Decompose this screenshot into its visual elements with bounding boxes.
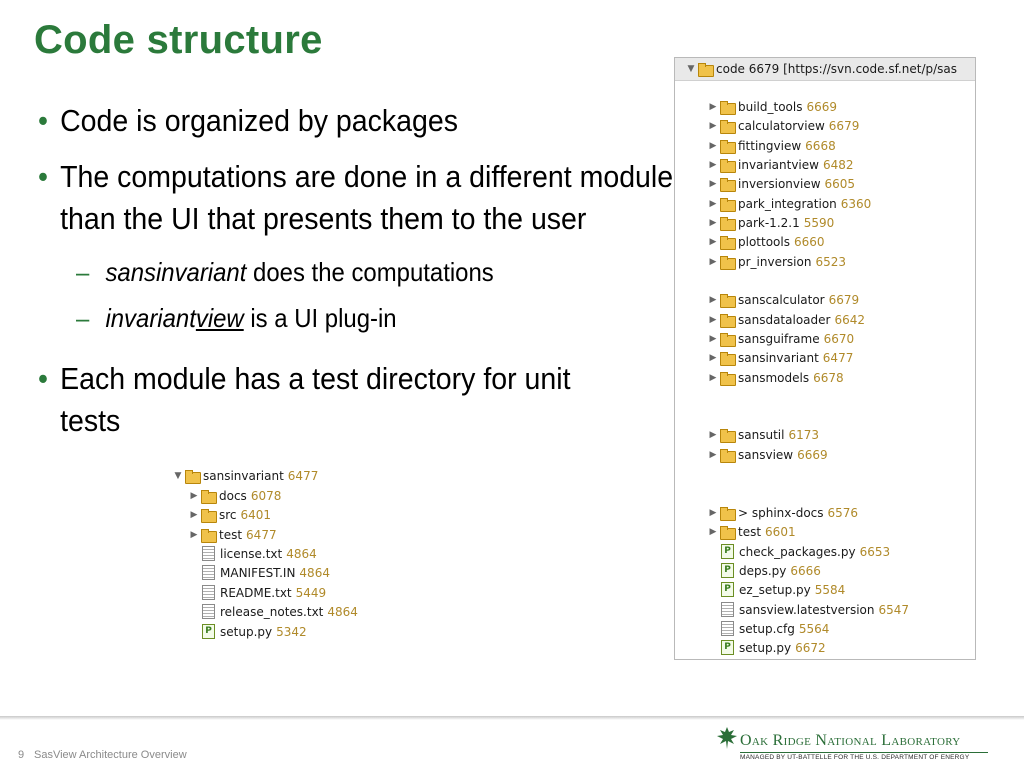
footer-divider	[0, 716, 1024, 720]
folder-icon	[200, 489, 216, 503]
subbullet-item	[76, 254, 630, 290]
collapsed-arrow-icon[interactable]: ▶	[709, 314, 717, 325]
tree-item-revision: 4864	[286, 546, 317, 561]
tree-item-name: pr_inversion	[738, 254, 812, 269]
bullet-text: The computations are done in a different module than the UI that presents them to the user	[60, 159, 674, 236]
python-file-icon: P	[721, 544, 734, 559]
folder-icon	[719, 197, 735, 211]
python-file-icon: P	[202, 624, 215, 639]
tree-row[interactable]	[707, 542, 890, 561]
tree-row[interactable]	[707, 522, 796, 541]
folder-icon	[719, 158, 735, 172]
tree-item-name: setup.cfg	[739, 621, 795, 636]
collapsed-arrow-icon[interactable]: ▶	[709, 507, 717, 518]
folder-icon	[719, 332, 735, 346]
tree-item-revision: 6482	[822, 157, 854, 172]
tree-row[interactable]	[707, 136, 836, 155]
logo-subtitle: MANAGED BY UT-BATTELLE FOR THE U.S. DEPARTMENT OF ENERGY	[740, 754, 970, 761]
page-number: 9	[18, 749, 25, 761]
tree-item-revision: 6523	[815, 254, 846, 269]
tree-row[interactable]	[707, 368, 844, 387]
collapsed-arrow-icon[interactable]: ▶	[709, 236, 717, 247]
tree-item-revision: 6669	[797, 447, 828, 462]
tree-item-name: build_tools	[738, 99, 803, 114]
tree-row[interactable]	[188, 544, 317, 563]
tree-item-name: sansview	[738, 447, 794, 462]
bullet-item	[38, 156, 686, 240]
tree-row[interactable]	[707, 116, 859, 135]
subbullet-emphasis-underlined: view	[195, 303, 244, 333]
logo-name: Oak Ridge National Laboratory	[740, 732, 961, 749]
tree-item-name: README.txt	[220, 585, 292, 600]
tree-item-revision: 6669	[806, 99, 838, 114]
folder-icon	[719, 100, 735, 114]
tree-row[interactable]	[707, 348, 853, 367]
bullet-dot-icon: •	[38, 159, 48, 194]
tree-row[interactable]	[188, 525, 277, 544]
folder-icon	[697, 62, 713, 76]
tree-row[interactable]	[707, 600, 909, 619]
tree-item-revision: 6078	[250, 488, 282, 503]
tree-item-revision: 4864	[299, 565, 330, 580]
bullet-dot-icon: •	[38, 103, 48, 138]
tree-item-name: setup.py	[220, 624, 273, 639]
tree-item-name: check_packages.py	[739, 544, 856, 559]
folder-icon	[719, 235, 735, 249]
tree-row[interactable]	[188, 583, 326, 602]
collapsed-arrow-icon[interactable]: ▶	[709, 449, 717, 460]
tree-item-revision: 6477	[287, 468, 319, 483]
tree-item-revision: 6679	[828, 118, 860, 133]
tree-item-revision: 5590	[803, 215, 835, 230]
tree-item-name: plottools	[738, 234, 790, 249]
tree-row[interactable]	[188, 602, 358, 621]
tree-item-name: license.txt	[220, 546, 283, 561]
bullet-item	[38, 358, 630, 442]
folder-icon	[184, 469, 200, 483]
subbullet-item	[76, 300, 630, 336]
tree-item-revision: 6670	[823, 331, 855, 346]
tree-row[interactable]	[707, 97, 837, 116]
folder-icon	[719, 371, 735, 385]
collapsed-arrow-icon[interactable]: ▶	[709, 429, 717, 440]
collapsed-arrow-icon[interactable]: ▶	[709, 198, 717, 209]
tree-root-label: code 6679 [https://svn.code.sf.net/p/sas	[716, 61, 958, 76]
sansinvariant-tree-inset	[168, 465, 358, 647]
collapsed-arrow-icon[interactable]: ▶	[709, 352, 717, 363]
tree-row[interactable]	[707, 155, 854, 174]
tree-row[interactable]	[707, 194, 871, 213]
tree-item-name: sanscalculator	[738, 292, 825, 307]
folder-icon	[719, 428, 735, 442]
tree-item-revision: 5584	[814, 582, 846, 597]
tree-item-revision: 6173	[788, 427, 819, 442]
collapsed-arrow-icon[interactable]: ▶	[709, 256, 717, 267]
folder-icon	[719, 506, 735, 520]
tree-item-name: test	[738, 524, 762, 539]
tree-item-revision: 6678	[813, 370, 844, 385]
tree-item-name: park_integration	[738, 196, 837, 211]
folder-icon	[719, 119, 735, 133]
folder-icon	[719, 448, 735, 462]
expanded-arrow-icon[interactable]: ▼	[174, 470, 182, 481]
tree-item-name: release_notes.txt	[220, 604, 324, 619]
collapsed-arrow-icon[interactable]: ▶	[709, 159, 717, 170]
tree-item-name: sansview.latestversion	[739, 602, 875, 617]
tree-row[interactable]	[707, 561, 821, 580]
tree-item-name: ez_setup.py	[739, 582, 811, 597]
tree-row[interactable]	[707, 580, 845, 599]
folder-icon	[719, 525, 735, 539]
tree-row[interactable]	[707, 232, 825, 251]
collapsed-arrow-icon[interactable]: ▶	[709, 333, 717, 344]
tree-item-name: invariantview	[738, 157, 819, 172]
tree-item-revision: 6666	[790, 563, 821, 578]
expanded-arrow-icon[interactable]: ▼	[687, 63, 695, 74]
collapsed-arrow-icon[interactable]: ▶	[709, 178, 717, 189]
bullet-dot-icon: •	[38, 361, 48, 396]
tree-item-revision: 6653	[859, 544, 891, 559]
tree-item-revision: 6668	[805, 138, 836, 153]
subbullet-emphasis: sansinvariant	[105, 257, 247, 287]
subbullet-text: is a UI plug-in	[243, 303, 397, 333]
tree-root-row[interactable]	[172, 466, 318, 485]
tree-item-revision: 6601	[765, 524, 796, 539]
tree-item-revision: 6679	[828, 292, 860, 307]
collapsed-arrow-icon[interactable]: ▶	[190, 490, 198, 501]
tree-row[interactable]	[707, 638, 826, 657]
tree-item-revision: 6576	[827, 505, 859, 520]
python-file-icon: P	[721, 582, 734, 597]
tree-item-name: test	[219, 527, 243, 542]
collapsed-arrow-icon[interactable]: ▶	[709, 526, 717, 537]
tree-item-name: sansguiframe	[738, 331, 820, 346]
folder-icon	[719, 216, 735, 230]
tree-row[interactable]	[707, 503, 858, 522]
tree-item-name: inversionview	[738, 176, 821, 191]
repository-tree-panel	[674, 57, 976, 660]
tree-row[interactable]	[707, 174, 855, 193]
tree-item-name: calculatorview	[738, 118, 825, 133]
python-file-icon: P	[721, 640, 734, 655]
folder-icon	[200, 528, 216, 542]
tree-item-revision: 5564	[798, 621, 830, 636]
tree-item-revision: 4864	[327, 604, 358, 619]
tree-item-revision: 6660	[793, 234, 825, 249]
tree-item-name: deps.py	[739, 563, 787, 578]
tree-item-name: fittingview	[738, 138, 802, 153]
tree-item-revision: 6672	[795, 640, 826, 655]
tree-item-revision: 6360	[840, 196, 872, 211]
text-file-icon	[202, 546, 215, 561]
subbullet-emphasis: invariant	[105, 303, 196, 333]
tree-item-name: sansinvariant	[738, 350, 819, 365]
dash-icon: –	[76, 303, 90, 333]
text-file-icon	[202, 585, 215, 600]
tree-row[interactable]	[707, 252, 846, 271]
slide-title: Code structure	[34, 18, 323, 62]
tree-item-revision: 6477	[822, 350, 854, 365]
collapsed-arrow-icon[interactable]: ▶	[709, 120, 717, 131]
text-file-icon	[721, 602, 734, 617]
tree-row[interactable]	[707, 310, 865, 329]
tree-item-revision: 6547	[878, 602, 910, 617]
tree-item-name: sansmodels	[738, 370, 810, 385]
tree-item-name: sansdataloader	[738, 312, 831, 327]
collapsed-arrow-icon[interactable]: ▶	[709, 372, 717, 383]
tree-item-name: MANIFEST.IN	[220, 565, 296, 580]
text-file-icon	[202, 565, 215, 580]
collapsed-arrow-icon[interactable]: ▶	[709, 140, 717, 151]
python-file-icon: P	[721, 563, 734, 578]
tree-item-revision: 6401	[240, 507, 272, 522]
tree-row[interactable]	[188, 486, 281, 505]
tree-row[interactable]	[707, 425, 819, 444]
tree-item-name: docs	[219, 488, 247, 503]
bullet-list	[38, 100, 678, 456]
tree-item-revision: 6642	[834, 312, 866, 327]
tree-row[interactable]	[707, 619, 829, 638]
subbullet-text: does the computations	[246, 257, 494, 287]
bullet-item	[38, 100, 686, 142]
folder-icon	[719, 255, 735, 269]
ornl-logo	[716, 724, 996, 764]
folder-icon	[719, 177, 735, 191]
tree-row[interactable]	[188, 622, 307, 641]
tree-item-name: sansinvariant	[203, 468, 284, 483]
tree-item-name: setup.py	[739, 640, 792, 655]
tree-row[interactable]	[707, 445, 828, 464]
folder-icon	[719, 313, 735, 327]
tree-item-revision: 5449	[295, 585, 327, 600]
collapsed-arrow-icon[interactable]: ▶	[709, 294, 717, 305]
text-file-icon	[721, 621, 734, 636]
logo-rule	[740, 752, 988, 753]
bullet-text: Each module has a test directory for unit tests	[60, 361, 571, 438]
tree-item-revision: 6605	[824, 176, 856, 191]
tree-row[interactable]	[707, 329, 854, 348]
tree-item-revision: 6477	[246, 527, 277, 542]
tree-item-name: src	[219, 507, 237, 522]
collapsed-arrow-icon[interactable]: ▶	[709, 101, 717, 112]
folder-icon	[719, 293, 735, 307]
folder-icon	[200, 508, 216, 522]
tree-root-row[interactable]	[685, 59, 957, 78]
text-file-icon	[202, 604, 215, 619]
tree-row[interactable]	[188, 563, 330, 582]
tree-item-revision: 5342	[276, 624, 307, 639]
dash-icon: –	[76, 257, 90, 287]
collapsed-arrow-icon[interactable]: ▶	[190, 509, 198, 520]
tree-item-name: park-1.2.1	[738, 215, 800, 230]
folder-icon	[719, 351, 735, 365]
footer-title: SasView Architecture Overview	[34, 749, 187, 761]
bullet-text: Code is organized by packages	[60, 103, 459, 138]
tree-row[interactable]	[707, 290, 859, 309]
tree-row[interactable]	[188, 505, 271, 524]
tree-row[interactable]	[707, 213, 834, 232]
collapsed-arrow-icon[interactable]: ▶	[709, 217, 717, 228]
tree-item-name: sansutil	[738, 427, 785, 442]
tree-item-name: > sphinx-docs	[738, 505, 824, 520]
folder-icon	[719, 139, 735, 153]
collapsed-arrow-icon[interactable]: ▶	[190, 529, 198, 540]
leaf-icon	[716, 726, 738, 750]
